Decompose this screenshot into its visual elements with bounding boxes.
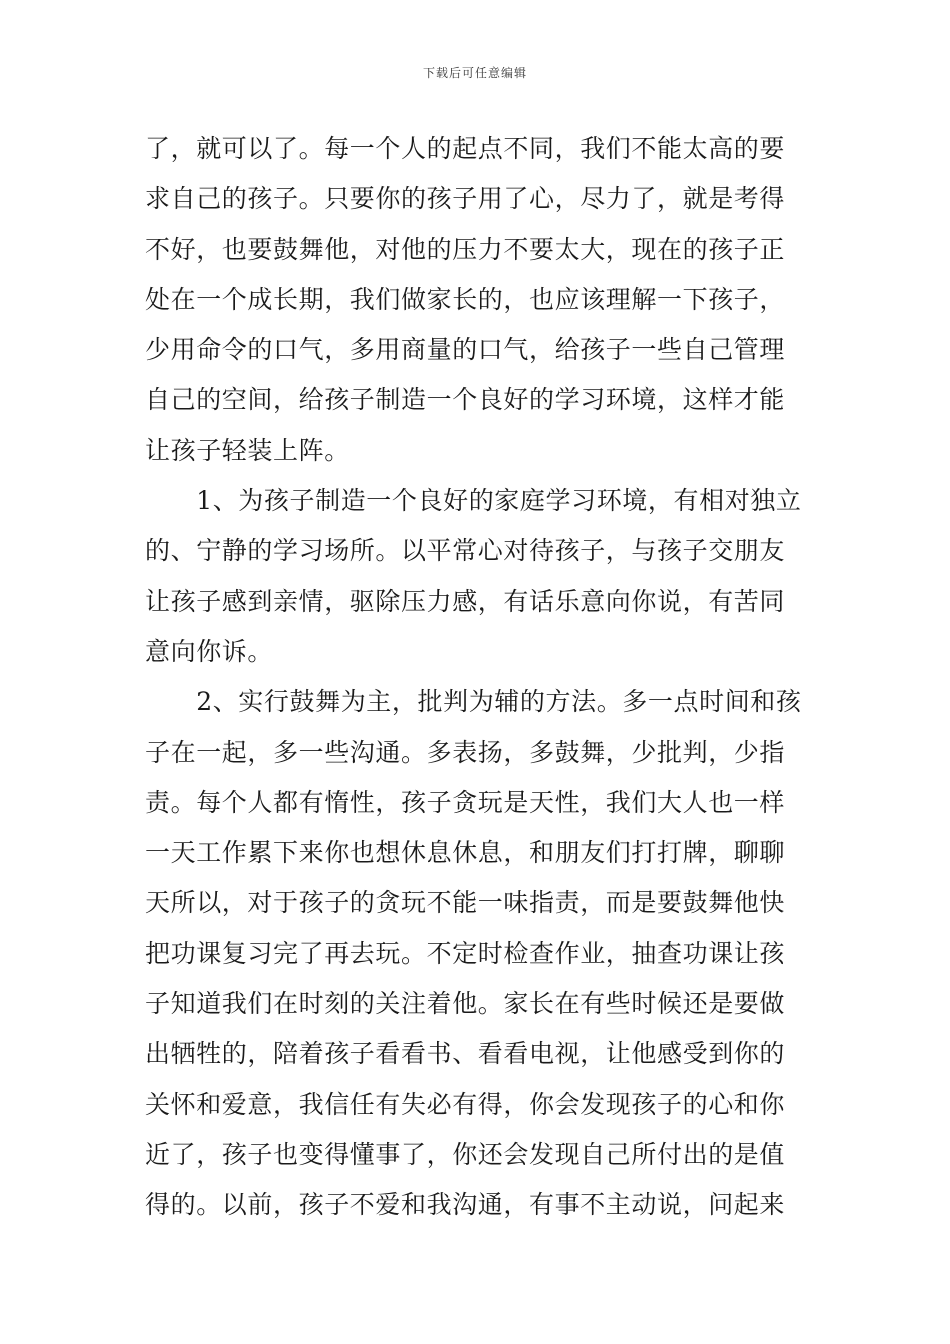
text-line: 一天工作累下来你也想休息休息，和朋友们打打牌，聊聊: [145, 838, 786, 868]
text-line: 让孩子感到亲情，驱除压力感，有话乐意向你说，有苦同: [145, 586, 786, 616]
text-line: 近了，孩子也变得懂事了，你还会发现自己所付出的是值: [145, 1139, 786, 1169]
text-line: 责。每个人都有惰性，孩子贪玩是天性，我们大人也一样: [145, 787, 786, 817]
text-line: 不好，也要鼓舞他，对他的压力不要太大，现在的孩子正: [145, 234, 786, 264]
text-line: 少用命令的口气，多用商量的口气，给孩子一些自己管理: [145, 335, 786, 365]
text-line: 子知道我们在时刻的关注着他。家长在有些时候还是要做: [145, 989, 786, 1019]
text-line: 自己的空间，给孩子制造一个良好的学习环境，这样才能: [145, 385, 786, 415]
text-line: 把功课复习完了再去玩。不定时检查作业，抽查功课让孩: [145, 938, 786, 968]
text-line: 得的。以前，孩子不爱和我沟通，有事不主动说，问起来: [145, 1190, 786, 1220]
text-line: 1、为孩子制造一个良好的家庭学习环境，有相对独立: [145, 486, 802, 516]
text-line: 的、宁静的学习场所。以平常心对待孩子，与孩子交朋友: [145, 536, 786, 566]
text-line: 天所以，对于孩子的贪玩不能一味指责，而是要鼓舞他快: [145, 888, 786, 918]
document-body: [145, 124, 815, 1231]
text-line: 出牺牲的，陪着孩子看看书、看看电视，让他感受到你的: [145, 1039, 786, 1069]
text-line: 意向你诉。: [145, 636, 274, 666]
text-line: 求自己的孩子。只要你的孩子用了心，尽力了，就是考得: [145, 184, 786, 214]
text-line: 了，就可以了。每一个人的起点不同，我们不能太高的要: [145, 134, 786, 163]
text-line: 关怀和爱意，我信任有失必有得，你会发现孩子的心和你: [145, 1089, 786, 1119]
text-line: 处在一个成长期，我们做家长的，也应该理解一下孩子，: [145, 284, 786, 314]
text-line: 让孩子轻装上阵。: [145, 435, 350, 465]
text-line: 2、实行鼓舞为主，批判为辅的方法。多一点时间和孩: [145, 687, 802, 717]
text-line: 子在一起，多一些沟通。多表扬，多鼓舞，少批判，少指: [145, 737, 786, 767]
page-header: 下载后可任意编辑: [422, 66, 527, 80]
